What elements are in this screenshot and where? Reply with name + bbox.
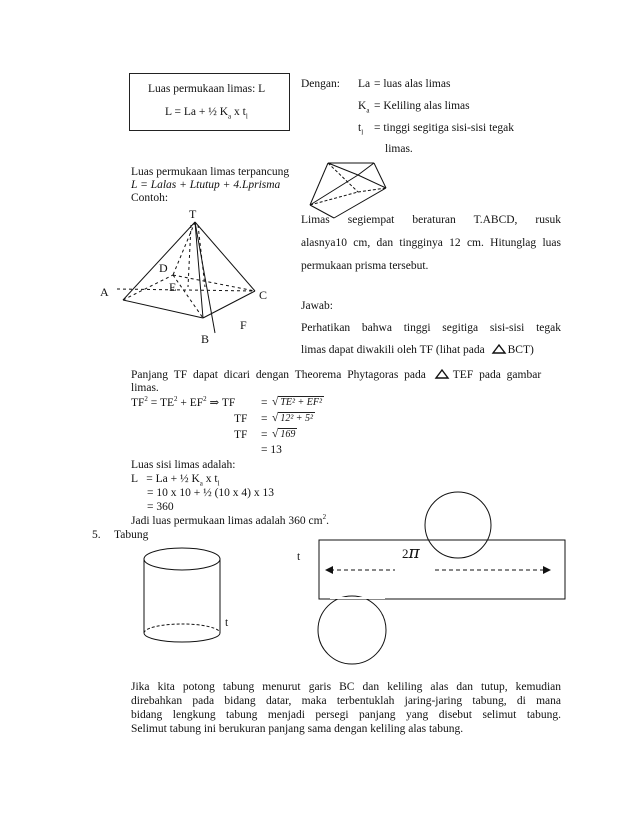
definitions-intro: Dengan: <box>301 78 340 90</box>
equation-2-left: TF <box>234 413 248 425</box>
equation-1-left: $TF^2 = TE^2 + EF^2$ ⇒ TF <box>131 395 236 409</box>
def-tl-desc: = tinggi segitiga sisi-sisi tegak <box>374 122 515 134</box>
label-b: B <box>201 332 210 346</box>
net-height-label: t <box>297 551 301 563</box>
def-la-desc: = luas alas limas <box>374 78 451 90</box>
calc-line-1: L = La + ½ $K_a$ x $t_l$ <box>131 473 220 488</box>
pyramid-figure <box>95 205 285 345</box>
def-tl-symbol: $t_l$ <box>358 122 364 137</box>
problem-line-2: alasnya10 cm, dan tingginya 12 cm. Hitunglag luas <box>301 237 561 249</box>
calc-line-3: = 360 <box>147 501 174 513</box>
section-5-title: Tabung <box>114 529 149 541</box>
def-ka-desc: = Keliling alas limas <box>374 100 470 112</box>
formula-box-formula: L = La + ½ $K_a$ x $t_l$ <box>165 106 248 121</box>
def-tl-desc-cont: limas. <box>385 143 413 155</box>
answer-label: Jawab: <box>301 300 333 312</box>
closing-line-1: Jika kita potong tabung menurut garis BC dan keliling alas dan tutup, kemudian <box>131 681 561 693</box>
label-c: C <box>259 288 268 302</box>
equation-3-left: TF <box>234 429 248 441</box>
label-t: T <box>189 207 197 221</box>
problem-line-1: Limas segiempat beraturan T.ABCD, rusuk <box>301 214 561 226</box>
label-a: A <box>100 285 109 299</box>
formula-box <box>129 73 290 131</box>
closing-line-2: direbahkan pada bidang datar, maka terbentuklah jaring-jaring tabung, di mana <box>131 695 561 707</box>
equation-2-radical: √ 12² + 5² <box>272 412 314 424</box>
side-area-heading: Luas sisi limas adalah: <box>131 459 236 471</box>
solution-line-2: limas. <box>131 382 159 394</box>
label-d: D <box>159 261 168 275</box>
formula-box-title: Luas permukaan limas: L <box>148 83 266 95</box>
net-circumference-label: 2π <box>402 543 420 563</box>
answer-line-2: limas dapat diwakili oleh TF (lihat pada BCT) <box>301 344 534 356</box>
triangle-icon <box>435 369 449 379</box>
conclusion: Jadi luas permukaan limas adalah 360 $cm^2$. <box>131 513 329 527</box>
answer-line-1: Perhatikan bahwa tinggi segitiga sisi-sisi tegak <box>301 322 561 334</box>
label-f: F <box>240 318 247 332</box>
equation-2-eq: = <box>261 413 268 425</box>
equation-3-radical: √ 169 <box>272 428 296 440</box>
equation-3-eq: = <box>261 429 268 441</box>
frustum-formula: L = Lalas + Ltutup + 4.Lprisma <box>131 179 281 191</box>
equation-1-radical: √ TE² + EF² <box>272 396 322 408</box>
def-la-symbol: La <box>358 78 371 90</box>
equation-1-eq: = <box>261 397 268 409</box>
label-e: E <box>169 280 177 294</box>
cylinder-figure <box>140 545 230 645</box>
equation-4: = 13 <box>261 444 282 456</box>
cylinder-net-figure <box>295 490 570 670</box>
section-5-number: 5. <box>92 529 101 541</box>
calc-line-2: = 10 x 10 + ½ (10 x 4) x 13 <box>147 487 275 499</box>
triangle-icon <box>492 344 506 354</box>
frustum-heading: Luas permukaan limas terpancung <box>131 166 290 178</box>
closing-line-4: Selimut tabung ini berukuran panjang sama dengan keliling alas tabung. <box>131 723 464 735</box>
closing-line-3: bidang lengkung tabung menjadi persegi panjang yang disebut selimut tabung. <box>131 709 561 721</box>
problem-line-3: permukaan prisma tersebut. <box>301 260 429 272</box>
solution-line-1: Panjang TF dapat dicari dengan Theorema Phytagoras pada TEF pada gambar <box>131 369 542 381</box>
cylinder-height-label: t <box>225 617 229 629</box>
example-label: Contoh: <box>131 192 169 204</box>
def-ka-symbol: $K_a$ <box>358 100 370 115</box>
